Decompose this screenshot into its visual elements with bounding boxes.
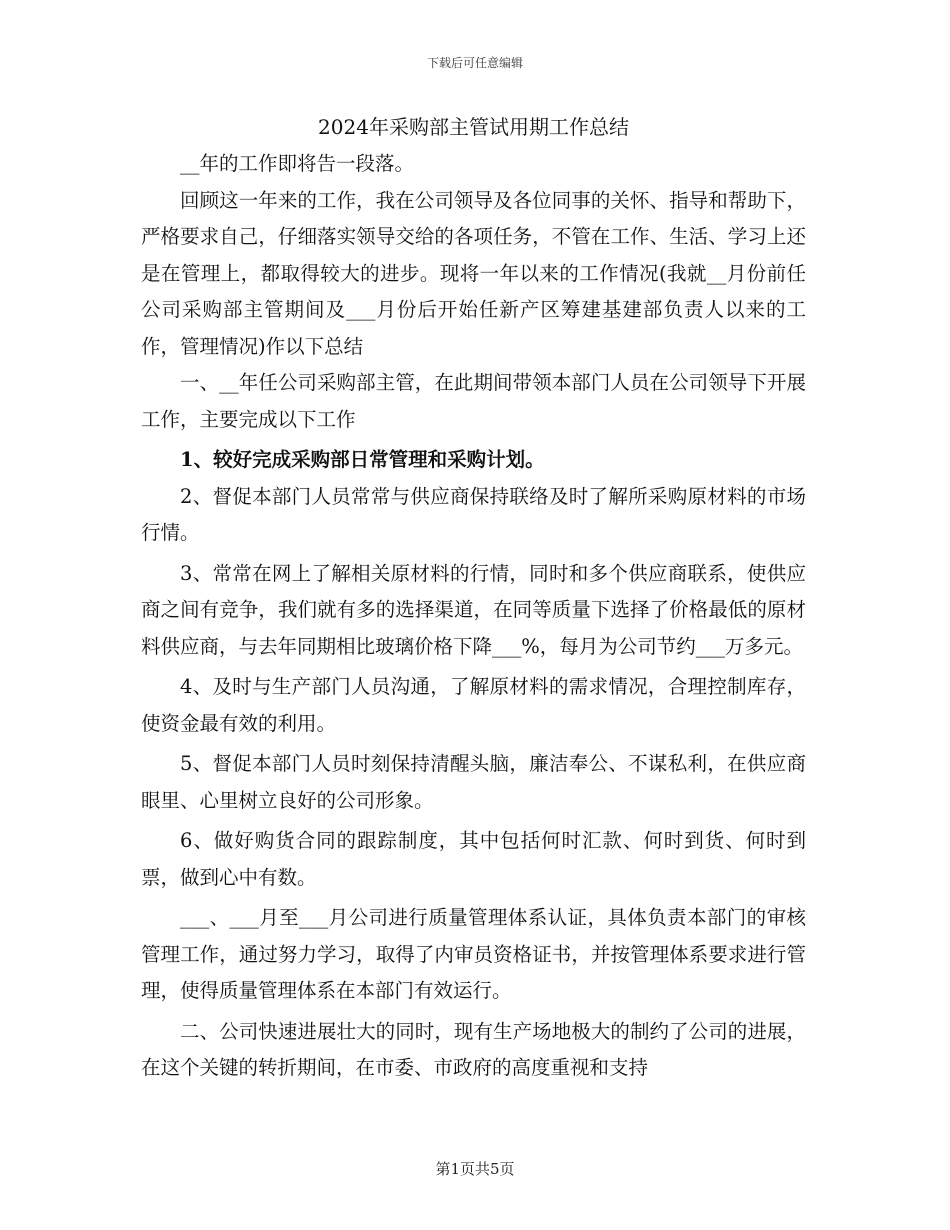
paragraph-intro: __年的工作即将告一段落。 [180,152,415,175]
paragraph-section-one: 一、__年任公司采购部主管，在此期间带领本部门人员在公司领导下开展工作，主要完成以下工作 [141,371,806,431]
paragraph-review: 回顾这一年来的工作，我在公司领导及各位同事的关怀、指导和帮助下，严格要求自己，仔细落实领导交给的各项任务，不管在工作、生活、学习上还是在管理上，都取得较大的进步。现将一年以来的工作情况(我就__月份前任公司采购部主管期间及___月份后开始任新产区筹建基建部负责人以来的工作，管理情况)作以下总结 [141,188,806,358]
paragraph-item-4: 4、及时与生产部门人员沟通，了解原材料的需求情况，合理控制库存，使资金最有效的利用。 [141,675,806,735]
paragraph-certification: ___、___月至___月公司进行质量管理体系认证，具体负责本部门的审核管理工作，通过努力学习，取得了内审员资格证书，并按管理体系要求进行管理，使得质量管理体系在本部门有效运行。 [141,906,806,1002]
header-note: 下载后可任意编辑 [426,56,523,70]
paragraph-item-1: 1、较好完成采购部日常管理和采购计划。 [180,448,545,471]
page-footer: 第1页共5页 [435,1160,515,1178]
document-title: 2024年采购部主管试用期工作总结 [318,115,629,139]
paragraph-item-5: 5、督促本部门人员时刻保持清醒头脑，廉洁奉公、不谋私利，在供应商眼里、心里树立良好的公司形象。 [141,752,806,812]
document-body [141,112,806,1087]
paragraph-item-2: 2、督促本部门人员常常与供应商保持联络及时了解所采购原材料的市场行情。 [141,484,806,544]
paragraph-item-3: 3、常常在网上了解相关原材料的行情，同时和多个供应商联系，使供应商之间有竞争，我们就有多的选择渠道，在同等质量下选择了价格最低的原材料供应商，与去年同期相比玻璃价格下降___%，每月为公司节约___万多元。 [141,561,806,658]
paragraph-item-6: 6、做好购货合同的跟踪制度，其中包括何时汇款、何时到货、何时到票，做到心中有数。 [141,829,806,889]
paragraph-section-two: 二、公司快速进展壮大的同时，现有生产场地极大的制约了公司的进展，在这个关键的转折期间，在市委、市政府的高度重视和支持 [141,1019,806,1079]
